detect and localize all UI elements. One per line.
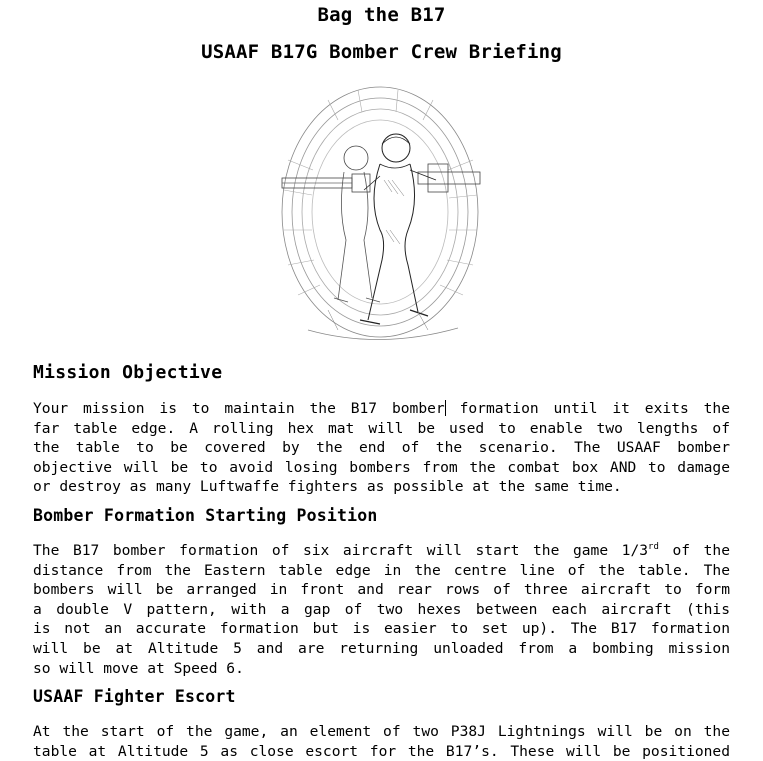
- paragraph-line: [33, 541, 730, 561]
- paragraph-line: is not an accurate formation but is easier to set up). The B17 formation: [33, 620, 730, 638]
- paragraph-line: the table to be covered by the end of the scenario. The USAAF bomber: [33, 439, 730, 457]
- line-text: formation until it exits the: [444, 400, 730, 417]
- document-title: Bag the B17: [317, 4, 446, 26]
- section-heading-mission-objective: Mission Objective: [33, 362, 223, 383]
- paragraph-line: bombers will be arranged in front and rear rows of three aircraft to form: [33, 581, 730, 599]
- paragraph-line: At the start of the game, an element of two P38J Lightnings will be on the: [33, 723, 730, 740]
- section-heading-bomber-formation: Bomber Formation Starting Position: [33, 506, 378, 525]
- paragraph-line: will be at Altitude 5 and are returning unloaded from a bombing mission: [33, 639, 730, 657]
- paragraph-line: far table edge. A rolling hex mat will be used to enable two lengths of: [33, 419, 730, 437]
- line-text: Your mission is to maintain the B17 bomber: [33, 400, 445, 417]
- document-subtitle: USAAF B17G Bomber Crew Briefing: [201, 41, 562, 63]
- bomber-formation-paragraph: [33, 541, 730, 678]
- paragraph-line: distance from the Eastern table edge in the centre line of the table. The: [33, 561, 730, 579]
- line-text: of the: [658, 542, 730, 559]
- paragraph-line: a double V pattern, with a gap of two hexes between each aircraft (this: [33, 600, 730, 618]
- paragraph-line: or destroy as many Luftwaffe fighters as possible at the same time.: [33, 478, 622, 496]
- paragraph-line: table at Altitude 5 as close escort for the B17’s. These will be positioned: [33, 742, 730, 760]
- fighter-escort-paragraph: [33, 722, 730, 761]
- waist-gunner-illustration: [268, 80, 498, 352]
- section-heading-fighter-escort: USAAF Fighter Escort: [33, 687, 236, 706]
- mission-objective-paragraph: [33, 399, 730, 497]
- ordinal-superscript: rd: [648, 542, 659, 552]
- waist-gunner-sketch-image: [268, 80, 498, 352]
- paragraph-line: so will move at Speed 6.: [33, 659, 244, 677]
- paragraph-line: [33, 399, 730, 419]
- line-text: The B17 bomber formation of six aircraft will start the game 1/3: [33, 542, 649, 559]
- paragraph-line: objective will be to avoid losing bombers from the combat box AND to damage: [33, 458, 730, 476]
